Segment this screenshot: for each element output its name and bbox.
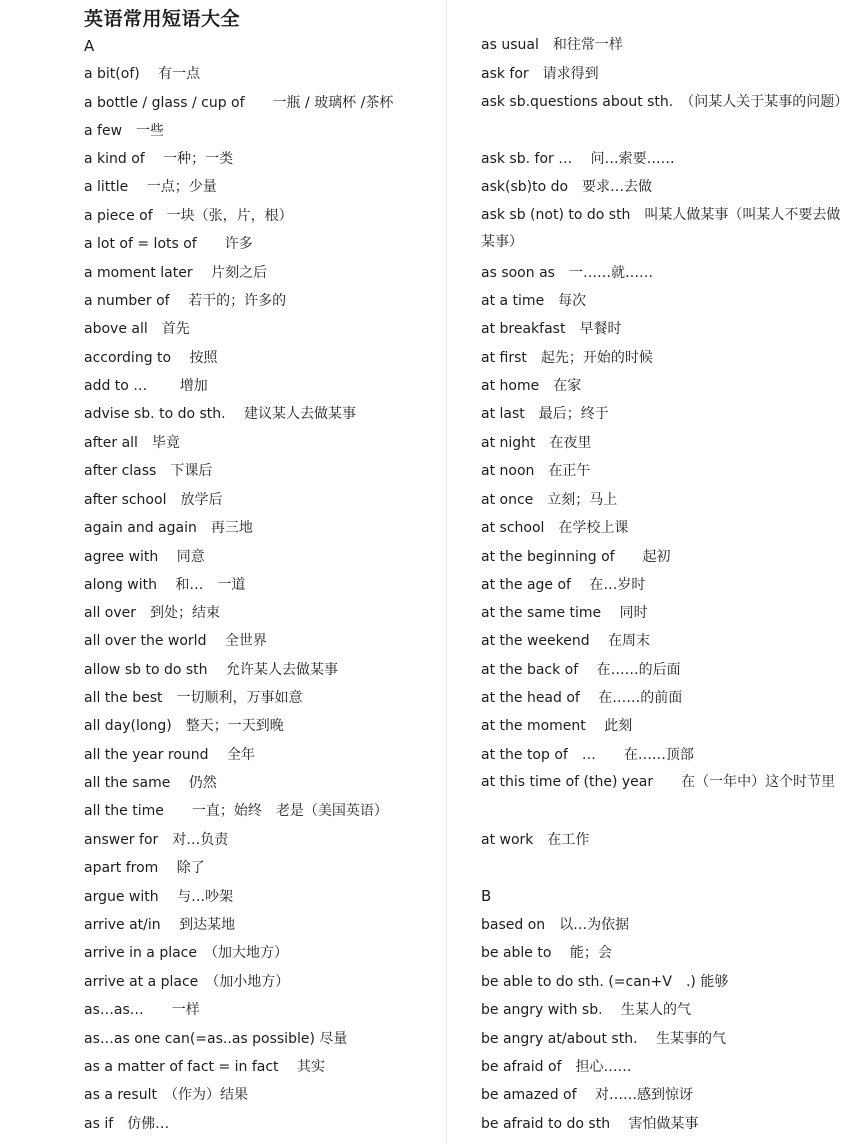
phrase-entry: arrive at/in 到达某地: [84, 917, 236, 933]
section-letter: B: [481, 887, 492, 905]
phrase-entry: advise sb. to do sth. 建议某人去做某事: [84, 406, 357, 422]
phrase-entry: at this time of (the) year 在（一年中）这个时节里: [481, 774, 836, 790]
phrase-entry: again and again 再三地: [84, 520, 253, 536]
phrase-entry: be able to do sth. (=can+V .) 能够: [481, 974, 729, 990]
phrase-entry: at once 立刻；马上: [481, 492, 618, 508]
phrase-entry: a kind of 一种；一类: [84, 151, 234, 167]
section-letter: A: [84, 37, 95, 55]
phrase-entry: based on 以…为依据: [481, 917, 630, 933]
phrase-entry: as usual 和往常一样: [481, 37, 623, 53]
column-divider: [446, 0, 447, 1143]
phrase-entry: be afraid of 担心……: [481, 1059, 632, 1075]
phrase-entry: after school 放学后: [84, 492, 223, 508]
phrase-entry: ask sb (not) to do sth 叫某人做某事（叫某人不要去做某事）: [481, 207, 841, 250]
phrase-entry: all day(long) 整天；一天到晚: [84, 718, 284, 734]
phrase-entry: according to 按照: [84, 350, 218, 366]
phrase-entry: all over 到处；结束: [84, 605, 221, 621]
phrase-entry: at last 最后；终于: [481, 406, 609, 422]
phrase-entry: agree with 同意: [84, 549, 205, 565]
phrase-entry: at the top of … 在……顶部: [481, 747, 694, 763]
phrase-entry: at the same time 同时: [481, 605, 648, 621]
phrase-entry: a bit(of) 有一点: [84, 66, 201, 82]
phrase-entry: above all 首先: [84, 321, 190, 337]
phrase-entry: at the back of 在……的后面: [481, 662, 681, 678]
page-title: 英语常用短语大全: [84, 8, 241, 30]
phrase-entry: all the year round 全年: [84, 747, 256, 763]
phrase-entry: at work 在工作: [481, 832, 590, 848]
phrase-entry: a few 一些: [84, 123, 165, 139]
phrase-entry: a bottle / glass / cup of 一瓶 / 玻璃杯 /茶杯: [84, 95, 394, 111]
phrase-entry: ask for 请求得到: [481, 66, 599, 82]
phrase-entry: a lot of = lots of 许多: [84, 236, 253, 252]
phrase-entry: be able to 能；会: [481, 945, 612, 961]
phrase-entry: apart from 除了: [84, 860, 205, 876]
phrase-entry: as if 仿佛…: [84, 1116, 170, 1132]
phrase-entry: answer for 对…负责: [84, 832, 229, 848]
phrase-entry: at the head of 在……的前面: [481, 690, 683, 706]
phrase-entry: after class 下课后: [84, 463, 213, 479]
phrase-entry: at a time 每次: [481, 293, 587, 309]
phrase-entry: ask sb. for … 问…索要……: [481, 151, 675, 167]
phrase-entry: as soon as 一……就……: [481, 265, 653, 281]
phrase-entry: at the weekend 在周末: [481, 633, 651, 649]
phrase-entry: ask(sb)to do 要求…去做: [481, 179, 653, 195]
phrase-entry: arrive at a place （加小地方）: [84, 974, 290, 990]
phrase-entry: at night 在夜里: [481, 435, 592, 451]
phrase-entry: be afraid to do sth 害怕做某事: [481, 1116, 699, 1132]
phrase-entry: as a matter of fact = in fact 其实: [84, 1059, 325, 1075]
phrase-entry: be angry with sb. 生某人的气: [481, 1002, 692, 1018]
phrase-entry: at the beginning of 起初: [481, 549, 671, 565]
phrase-entry: all the time 一直；始终 老是（美国英语）: [84, 803, 388, 819]
phrase-entry: a little 一点；少量: [84, 179, 217, 195]
phrase-entry: after all 毕竟: [84, 435, 180, 451]
phrase-entry: ask sb.questions about sth. （问某人关于某事的问题）: [481, 94, 849, 110]
phrase-entry: arrive in a place （加大地方）: [84, 945, 288, 961]
phrase-entry: as…as… 一样: [84, 1002, 200, 1018]
phrase-entry: add to … 增加: [84, 378, 208, 394]
phrase-entry: at breakfast 早餐时: [481, 321, 622, 337]
phrase-entry: all the best 一切顺利，万事如意: [84, 690, 303, 706]
phrase-entry: at noon 在正午: [481, 463, 591, 479]
phrase-entry: along with 和… 一道: [84, 577, 246, 593]
phrase-entry: a number of 若干的；许多的: [84, 293, 287, 309]
phrase-entry: at home 在家: [481, 378, 582, 394]
phrase-entry: allow sb to do sth 允许某人去做某事: [84, 662, 338, 678]
phrase-entry: at school 在学校上课: [481, 520, 629, 536]
phrase-entry: at the age of 在…岁时: [481, 577, 646, 593]
phrase-entry: as…as one can(=as..as possible) 尽量: [84, 1031, 348, 1047]
phrase-entry: as a result （作为）结果: [84, 1087, 248, 1103]
phrase-entry: argue with 与…吵架: [84, 889, 234, 905]
phrase-entry: at the moment 此刻: [481, 718, 633, 734]
phrase-entry: at first 起先；开始的时候: [481, 350, 653, 366]
phrase-entry: be amazed of 对……感到惊讶: [481, 1087, 693, 1103]
phrase-entry: all over the world 全世界: [84, 633, 267, 649]
phrase-entry: all the same 仍然: [84, 775, 217, 791]
phrase-entry: be angry at/about sth. 生某事的气: [481, 1031, 726, 1047]
phrase-entry: a piece of 一块（张，片，根）: [84, 208, 293, 224]
phrase-entry: a moment later 片刻之后: [84, 265, 268, 281]
